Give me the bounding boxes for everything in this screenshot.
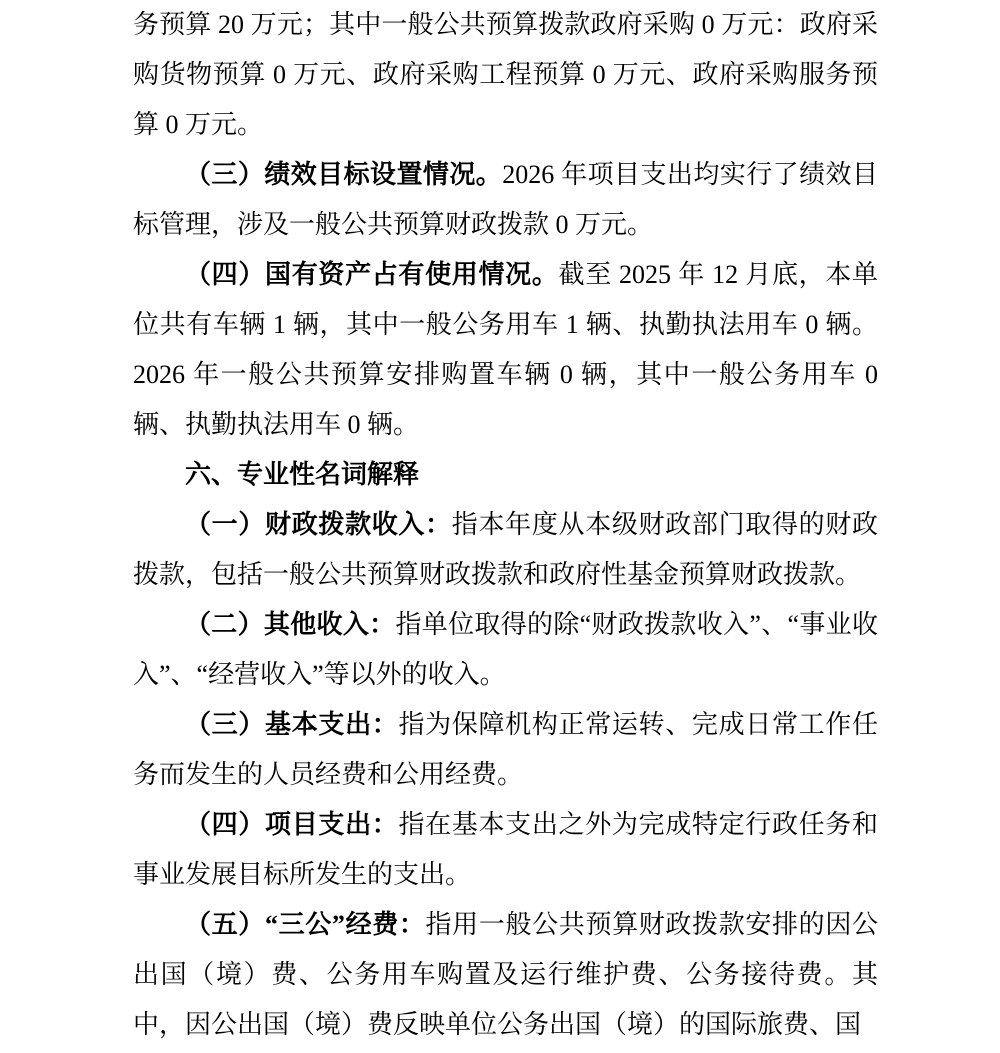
paragraph-state-assets bbox=[133, 250, 878, 450]
paragraph-lead: （二）其他收入： bbox=[185, 610, 396, 639]
paragraph-term-project-expenditure bbox=[133, 800, 878, 900]
paragraph-lead: （四）项目支出： bbox=[185, 810, 399, 839]
paragraph-lead: （四）国有资产占有使用情况。 bbox=[185, 260, 559, 289]
paragraph-text: 指在基本支出之外为完成特定行政任务和事业发展目标所发生的支出。 bbox=[133, 810, 878, 889]
paragraph-text: 务预算 20 万元；其中一般公共预算拨款政府采购 0 万元：政府采购货物预算 0 万元、政府采购工程预算 0 万元、政府采购服务预算 0 万元。 bbox=[133, 10, 878, 139]
paragraph-text: 截至 2025 年 12 月底，本单位共有车辆 1 辆，其中一般公务用车 1 辆、执勤执法用车 0 辆。2026 年一般公共预算安排购置车辆 0 辆，其中一般公务用车 0 辆、执勤执法用车 0 辆。 bbox=[133, 260, 878, 439]
section-heading-text: 六、专业性名词解释 bbox=[185, 460, 420, 490]
paragraph-lead: （三）基本支出： bbox=[185, 710, 399, 739]
paragraph-procurement-budget bbox=[133, 0, 878, 150]
paragraph-term-three-public-funds bbox=[133, 900, 878, 1050]
paragraph-lead: （一）财政拨款收入： bbox=[185, 510, 452, 539]
paragraph-text: 指为保障机构正常运转、完成日常工作任务而发生的人员经费和公用经费。 bbox=[133, 710, 878, 789]
paragraph-text: 2026 年项目支出均实行了绩效目标管理，涉及一般公共预算财政拨款 0 万元。 bbox=[133, 160, 878, 239]
paragraph-term-fiscal-appropriation bbox=[133, 500, 878, 600]
paragraph-text: 指用一般公共预算财政拨款安排的因公出国（境）费、公务用车购置及运行维护费、公务接待费。其中，因公出国（境）费反映单位公务出国（境）的国际旅费、国 bbox=[133, 910, 878, 1039]
paragraph-lead: （五）“三公”经费： bbox=[185, 910, 426, 939]
paragraph-performance-target bbox=[133, 150, 878, 250]
paragraph-text: 指本年度从本级财政部门取得的财政拨款，包括一般公共预算财政拨款和政府性基金预算财政拨款。 bbox=[133, 510, 878, 589]
paragraph-lead: （三）绩效目标设置情况。 bbox=[185, 160, 503, 189]
paragraph-term-basic-expenditure bbox=[133, 700, 878, 800]
section-heading-terms bbox=[133, 450, 878, 500]
paragraph-text: 指单位取得的除“财政拨款收入”、“事业收入”、“经营收入”等以外的收入。 bbox=[133, 610, 878, 689]
paragraph-term-other-income bbox=[133, 600, 878, 700]
